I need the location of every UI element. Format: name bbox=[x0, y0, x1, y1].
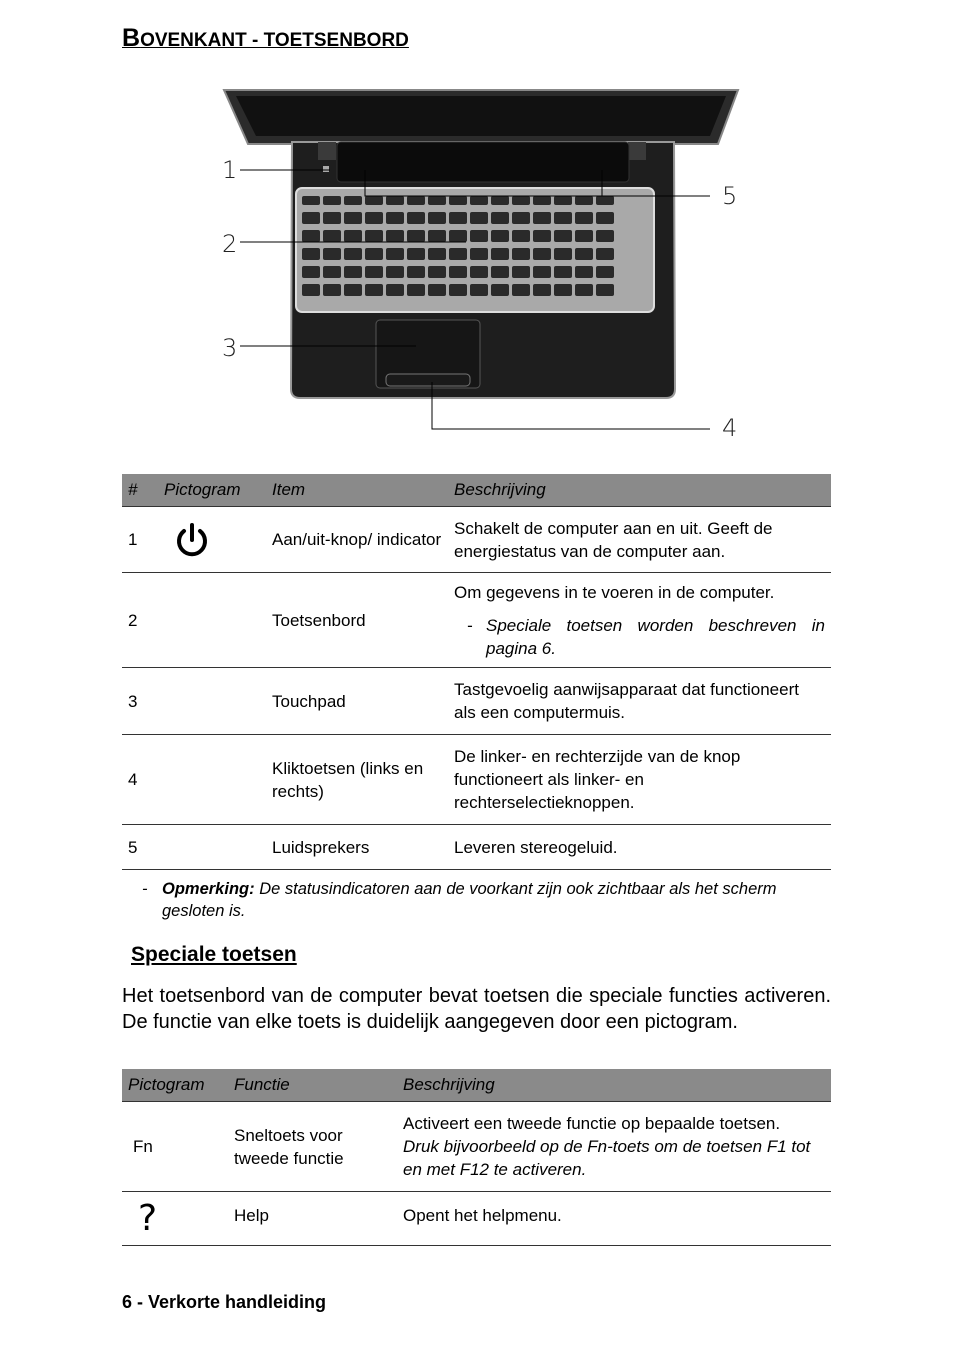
row-description: Leveren stereogeluid. bbox=[448, 825, 831, 870]
keyboard-key bbox=[596, 196, 614, 205]
keyboard-key bbox=[449, 196, 467, 205]
row-description: Opent het helpmenu. bbox=[397, 1192, 831, 1246]
keyboard-key bbox=[512, 212, 530, 224]
keyboard-key bbox=[386, 196, 404, 205]
keyboard-key bbox=[470, 248, 488, 260]
keyboard-key bbox=[344, 196, 362, 205]
keyboard-key bbox=[575, 248, 593, 260]
keyboard-key bbox=[407, 196, 425, 205]
keyboard-key bbox=[365, 212, 383, 224]
keyboard-key bbox=[554, 266, 572, 278]
table-row bbox=[122, 1192, 831, 1246]
keyboard-key bbox=[365, 196, 383, 205]
keyboard-key bbox=[386, 248, 404, 260]
page-footer: 6 - Verkorte handleiding bbox=[122, 1292, 327, 1312]
keyboard-key bbox=[575, 266, 593, 278]
note bbox=[142, 878, 832, 922]
row-number: 2 bbox=[122, 573, 158, 668]
keyboard-key bbox=[323, 284, 341, 296]
row-description bbox=[448, 573, 831, 668]
keyboard-key bbox=[449, 266, 467, 278]
keyboard-key bbox=[428, 196, 446, 205]
description-note-text: Speciale toetsen worden beschreven in pagina 6. bbox=[486, 615, 825, 658]
keyboard-key bbox=[407, 284, 425, 296]
keyboard-key bbox=[596, 284, 614, 296]
keyboard-key bbox=[554, 196, 572, 205]
row-function: Help bbox=[228, 1192, 397, 1246]
keyboard-key bbox=[449, 248, 467, 260]
row-description bbox=[397, 1102, 831, 1192]
table-row bbox=[122, 825, 831, 870]
keyboard-key bbox=[302, 212, 320, 224]
table-header-row bbox=[122, 474, 831, 507]
row-pictogram bbox=[158, 668, 266, 735]
keyboard-key bbox=[533, 248, 551, 260]
keyboard-key bbox=[323, 212, 341, 224]
col-header-description: Beschrijving bbox=[448, 474, 831, 507]
keyboard-key bbox=[470, 266, 488, 278]
callout-1: 1 bbox=[222, 156, 238, 184]
col-header-description: Beschrijving bbox=[397, 1069, 831, 1102]
keyboard-key bbox=[512, 230, 530, 242]
keyboard-key bbox=[512, 284, 530, 296]
row-number: 3 bbox=[122, 668, 158, 735]
section-intro: Het toetsenbord van de computer bevat toetsen die speciale functies activeren. De functie van elke toets is duidelijk aangegeven door een pictogram. bbox=[122, 985, 831, 1033]
keyboard-key bbox=[554, 284, 572, 296]
keyboard-key bbox=[470, 230, 488, 242]
row-description: Schakelt de computer aan en uit. Geeft de energiestatus van de computer aan. bbox=[448, 507, 831, 573]
keyboard-key bbox=[344, 284, 362, 296]
row-number: 1 bbox=[122, 507, 158, 573]
table-row bbox=[122, 507, 831, 573]
keyboard-key bbox=[344, 230, 362, 242]
keyboard-key bbox=[470, 196, 488, 205]
row-number: 5 bbox=[122, 825, 158, 870]
keyboard-key bbox=[386, 266, 404, 278]
keyboard-key bbox=[407, 266, 425, 278]
row-item: Luidsprekers bbox=[266, 825, 448, 870]
keyboard-key bbox=[533, 196, 551, 205]
row-pictogram bbox=[158, 825, 266, 870]
keyboard-key bbox=[386, 212, 404, 224]
keyboard-key bbox=[491, 212, 509, 224]
row-description: Tastgevoelig aanwijsapparaat dat functioneert als een computermuis. bbox=[448, 668, 831, 735]
keyboard-key bbox=[407, 230, 425, 242]
keyboard-key bbox=[302, 248, 320, 260]
keyboard-key bbox=[491, 284, 509, 296]
row-item: Kliktoetsen (links en rechts) bbox=[266, 735, 448, 825]
keyboard-key bbox=[323, 266, 341, 278]
keyboard-key bbox=[491, 230, 509, 242]
col-header-item: Item bbox=[266, 474, 448, 507]
keyboard-key bbox=[512, 196, 530, 205]
keyboard-key bbox=[302, 230, 320, 242]
dash-bullet: - bbox=[142, 880, 148, 898]
keyboard-key bbox=[344, 248, 362, 260]
laptop-top-view-figure bbox=[180, 84, 740, 444]
keyboard-key bbox=[470, 284, 488, 296]
keyboard-key bbox=[575, 284, 593, 296]
keyboard-key bbox=[491, 196, 509, 205]
callout-4: 4 bbox=[722, 414, 738, 442]
callout-5: 5 bbox=[722, 182, 738, 210]
keyboard-key bbox=[596, 248, 614, 260]
keyboard-key bbox=[554, 212, 572, 224]
keyboard-key bbox=[596, 230, 614, 242]
callout-3: 3 bbox=[222, 334, 238, 362]
keyboard-key bbox=[302, 266, 320, 278]
keyboard-key bbox=[386, 284, 404, 296]
row-item: Touchpad bbox=[266, 668, 448, 735]
callout-2: 2 bbox=[222, 230, 238, 258]
components-table bbox=[122, 474, 831, 870]
keyboard-key bbox=[512, 266, 530, 278]
keyboard-key bbox=[407, 248, 425, 260]
keyboard-key bbox=[365, 248, 383, 260]
note-text: De statusindicatoren aan de voorkant zijn ook zichtbaar als het scherm gesloten is. bbox=[162, 880, 777, 920]
keyboard-key bbox=[407, 212, 425, 224]
special-keys-table bbox=[122, 1069, 831, 1246]
keyboard-key bbox=[365, 284, 383, 296]
keyboard-key bbox=[575, 212, 593, 224]
note-label: Opmerking: bbox=[162, 880, 255, 898]
col-header-pictogram: Pictogram bbox=[122, 1069, 228, 1102]
description-note bbox=[454, 614, 825, 660]
row-item: Toetsenbord bbox=[266, 573, 448, 668]
description-italic: Druk bijvoorbeeld op de Fn-toets om de toetsen F1 tot en met F12 te activeren. bbox=[403, 1137, 811, 1179]
keyboard-key bbox=[302, 284, 320, 296]
row-description: De linker- en rechterzijde van de knop functioneert als linker- en rechterselectieknoppen. bbox=[448, 735, 831, 825]
keyboard-key bbox=[575, 230, 593, 242]
keyboard-key bbox=[512, 248, 530, 260]
keyboard-key bbox=[428, 284, 446, 296]
keyboard-key bbox=[323, 248, 341, 260]
table-row bbox=[122, 1102, 831, 1192]
dash-bullet: - bbox=[467, 615, 473, 635]
keyboard-key bbox=[491, 266, 509, 278]
keyboard-key bbox=[554, 248, 572, 260]
col-header-pictogram: Pictogram bbox=[158, 474, 266, 507]
keyboard-key bbox=[428, 230, 446, 242]
question-mark-icon: ? bbox=[122, 1192, 228, 1246]
row-number: 4 bbox=[122, 735, 158, 825]
col-header-number: # bbox=[122, 474, 158, 507]
keyboard-key bbox=[533, 266, 551, 278]
page-title: BOVENKANT - TOETSENBORD bbox=[122, 24, 409, 52]
keyboard-key bbox=[428, 266, 446, 278]
keyboard-key bbox=[344, 212, 362, 224]
row-pictogram bbox=[158, 507, 266, 573]
keyboard-key bbox=[449, 212, 467, 224]
keyboard-key bbox=[428, 212, 446, 224]
table-header-row bbox=[122, 1069, 831, 1102]
keyboard-key bbox=[386, 230, 404, 242]
description-text: Om gegevens in te voeren in de computer. bbox=[454, 582, 775, 602]
row-pictogram bbox=[158, 735, 266, 825]
keyboard-key bbox=[470, 212, 488, 224]
keyboard-key bbox=[533, 284, 551, 296]
description-text: Activeert een tweede functie op bepaalde toetsen. bbox=[403, 1114, 781, 1133]
note-body bbox=[162, 878, 832, 922]
keyboard-key bbox=[596, 212, 614, 224]
table-row bbox=[122, 735, 831, 825]
row-pictogram bbox=[158, 573, 266, 668]
keyboard-key bbox=[554, 230, 572, 242]
keyboard-key bbox=[344, 266, 362, 278]
keyboard-key bbox=[365, 266, 383, 278]
power-icon bbox=[172, 520, 212, 560]
keyboard-key bbox=[323, 230, 341, 242]
table-row bbox=[122, 668, 831, 735]
col-header-function: Functie bbox=[228, 1069, 397, 1102]
section-heading: Speciale toetsen bbox=[131, 943, 297, 966]
keyboard-key bbox=[533, 212, 551, 224]
row-pictogram: Fn bbox=[122, 1102, 228, 1192]
keyboard-key bbox=[491, 248, 509, 260]
keyboard-key bbox=[365, 230, 383, 242]
table-row bbox=[122, 573, 831, 668]
keyboard-key bbox=[449, 230, 467, 242]
row-function: Sneltoets voor tweede functie bbox=[228, 1102, 397, 1192]
keyboard-key bbox=[323, 196, 341, 205]
keyboard-key bbox=[302, 196, 320, 205]
keyboard-key bbox=[533, 230, 551, 242]
laptop-illustration bbox=[180, 84, 740, 444]
keyboard-key bbox=[575, 196, 593, 205]
keyboard-key bbox=[428, 248, 446, 260]
keyboard-key bbox=[449, 284, 467, 296]
row-item: Aan/uit-knop/ indicator bbox=[266, 507, 448, 573]
keyboard-key bbox=[596, 266, 614, 278]
